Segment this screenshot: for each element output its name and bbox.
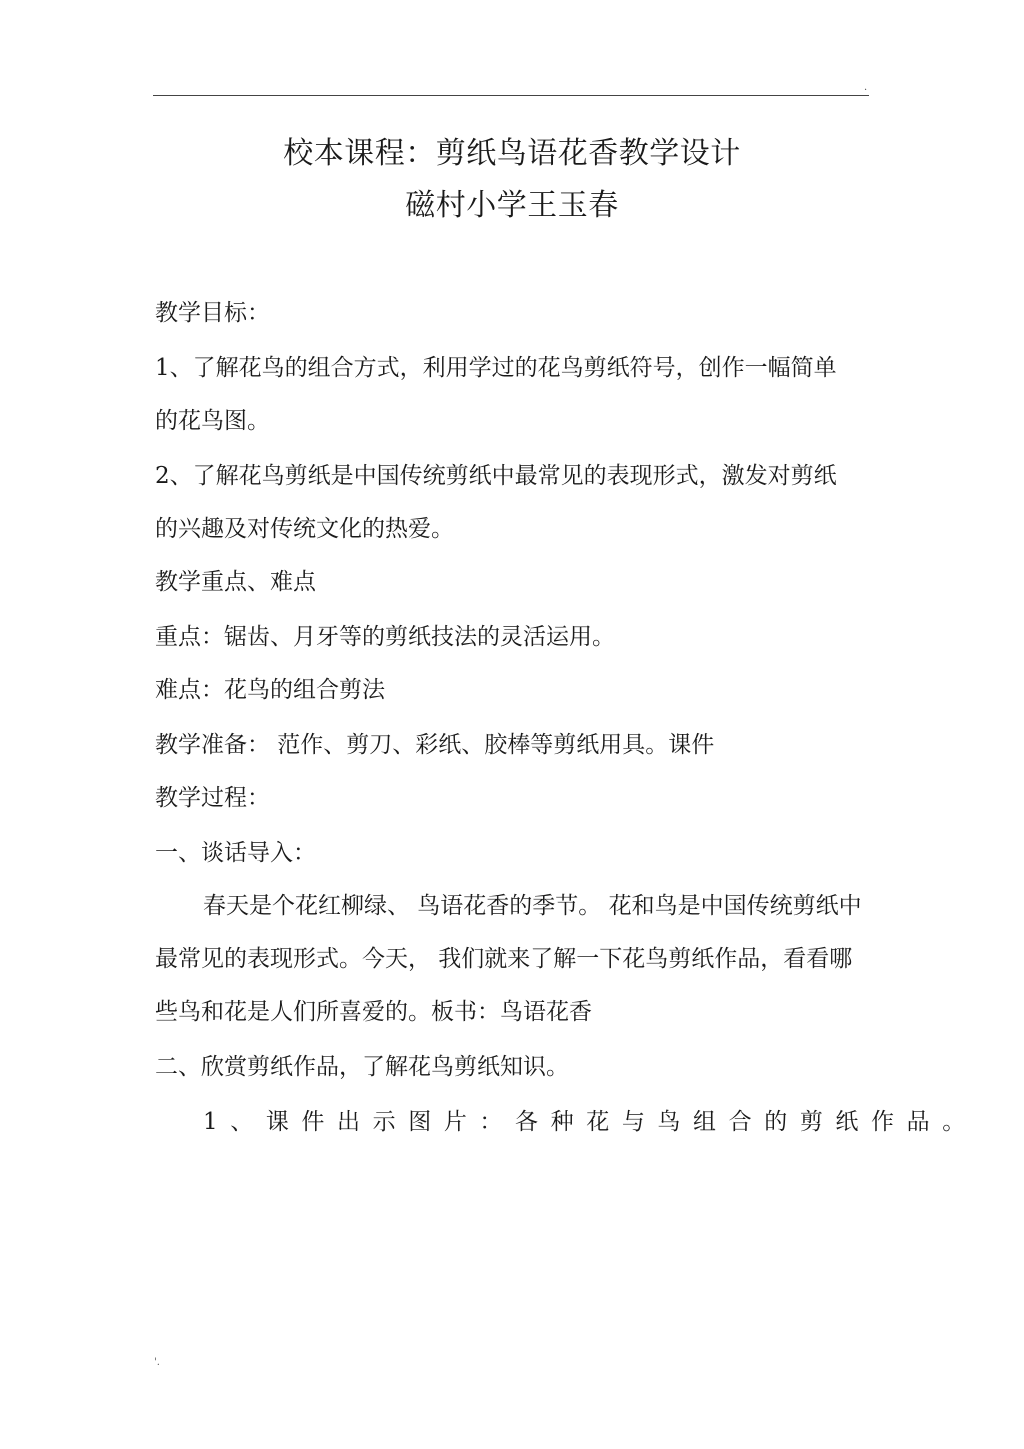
objective-1-line-2: 的花鸟图。 [155,408,270,434]
difficulty-text: 难点：花鸟的组合剪法 [155,677,385,703]
step-1-heading: 一、谈话导入： [155,840,316,866]
objective-1-line-1: 1、了解花鸟的组合方式，利用学过的花鸟剪纸符号，创作一幅简单 [155,355,837,381]
step-2-item-1: 1、课件出示图片：各种花与鸟组合的剪纸作品。 [203,1109,978,1135]
corner-mark-top: · [864,85,868,96]
objective-2-line-1: 2、了解花鸟剪纸是中国传统剪纸中最常见的表现形式，激发对剪纸 [155,463,837,489]
intro-paragraph-line-2: 最常见的表现形式。今天， 我们就来了解一下花鸟剪纸作品，看看哪 [155,946,853,972]
corner-mark-bottom: '. [154,1357,160,1368]
section-heading-key-points: 教学重点、难点 [155,569,316,595]
step-2-heading: 二、欣赏剪纸作品，了解花鸟剪纸知识。 [155,1054,569,1080]
objective-2-line-2: 的兴趣及对传统文化的热爱。 [155,516,454,542]
intro-paragraph-line-3: 些鸟和花是人们所喜爱的。板书：鸟语花香 [155,999,592,1025]
header-rule [153,95,869,96]
section-heading-objectives: 教学目标： [155,300,270,326]
preparation-text: 教学准备： 范作、剪刀、彩纸、胶棒等剪纸用具。课件 [155,732,715,758]
section-heading-process: 教学过程： [155,785,270,811]
page-title: 校本课程：剪纸鸟语花香教学设计 [283,136,741,171]
key-point-text: 重点：锯齿、月牙等的剪纸技法的灵活运用。 [155,624,615,650]
intro-paragraph-line-1: 春天是个花红柳绿、 鸟语花香的季节。 花和鸟是中国传统剪纸中 [203,893,862,919]
page-subtitle-author: 磁村小学王玉春 [405,188,619,223]
